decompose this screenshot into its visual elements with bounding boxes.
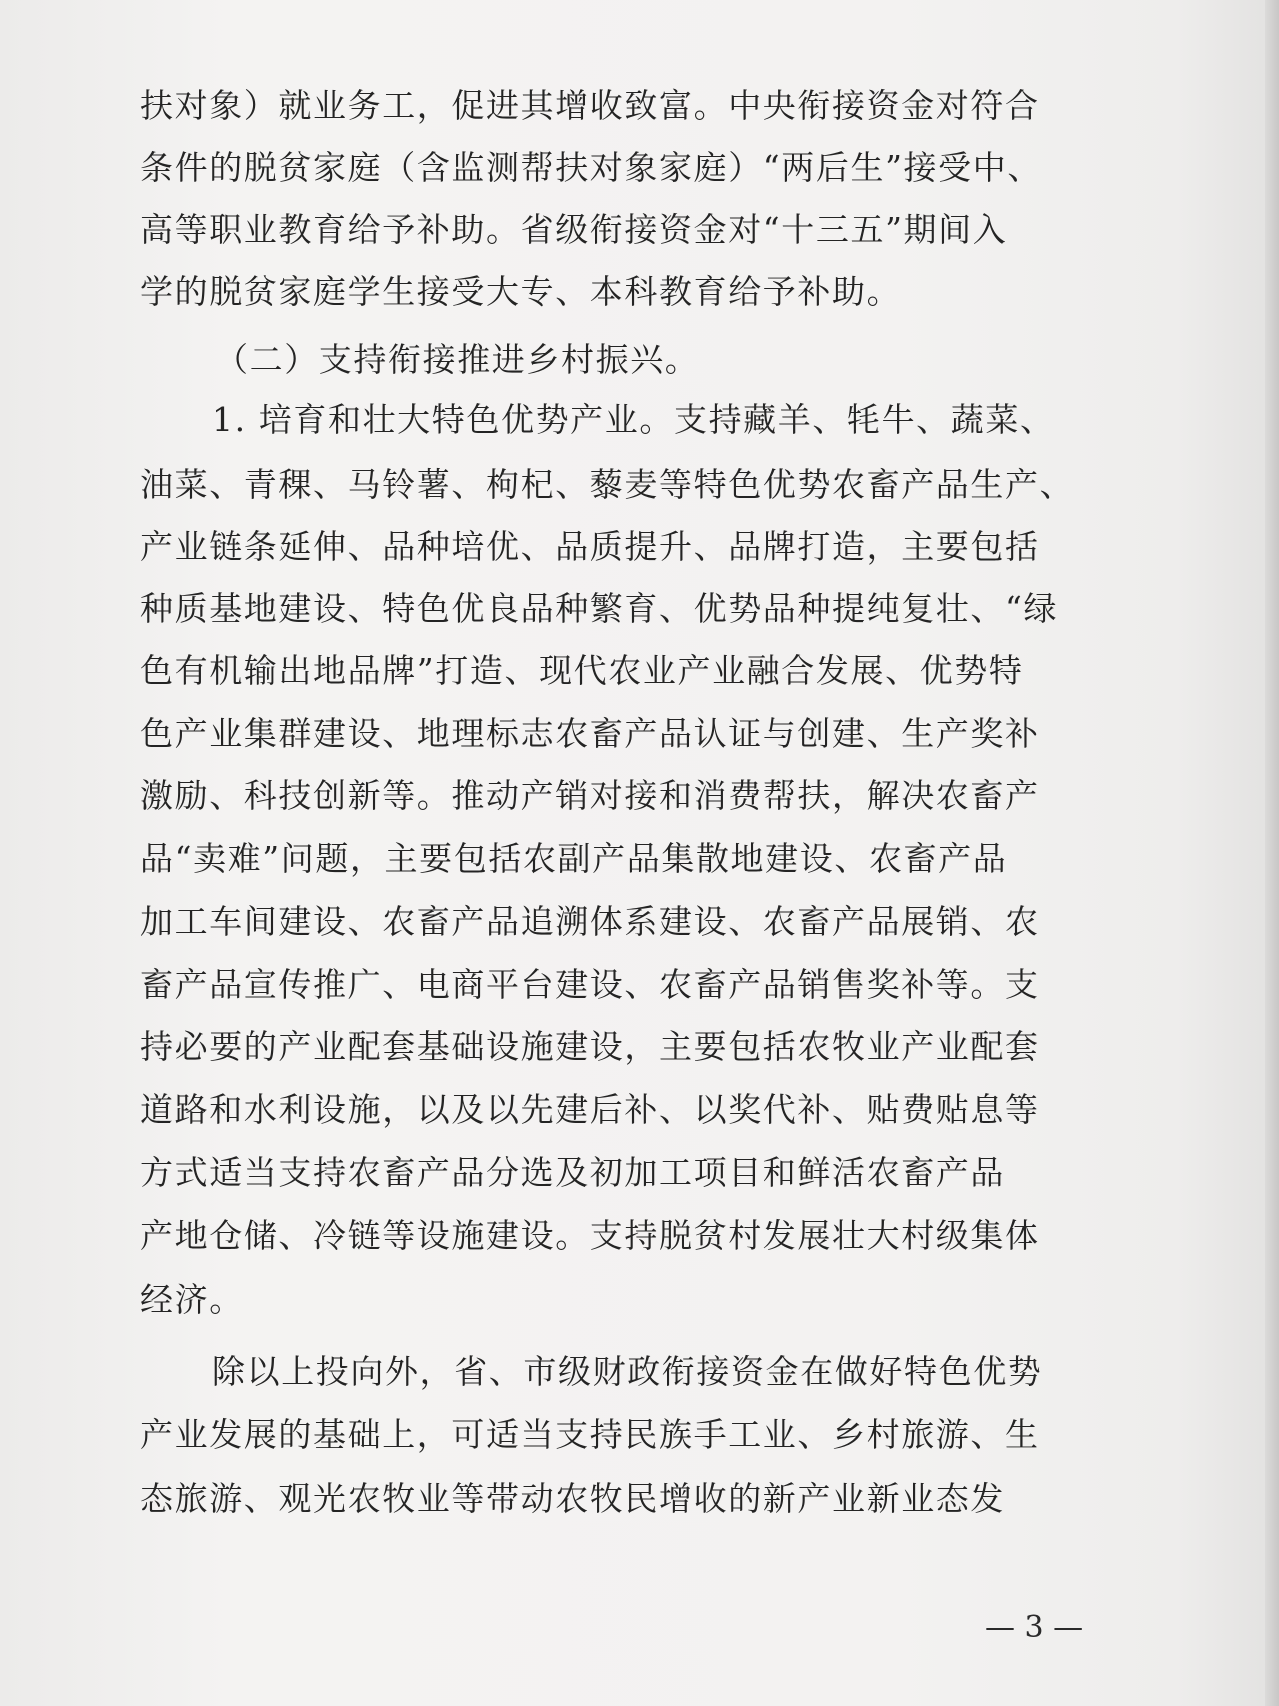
text-line: 畜产品宣传推广、电商平台建设、农畜产品销售奖补等。支 — [140, 965, 1040, 1004]
text-line: 学的脱贫家庭学生接受大专、本科教育给予补助。 — [140, 272, 902, 311]
text-line: 高等职业教育给予补助。省级衔接资金对“十三五”期间入 — [140, 210, 1008, 249]
subsection-heading: 1. 培育和壮大特色优势产业。支持藏羊、牦牛、蔬菜、 — [212, 400, 1055, 439]
text-line: 道路和水利设施，以及以先建后补、以奖代补、贴费贴息等 — [140, 1090, 1040, 1129]
text-line: 品“卖难”问题，主要包括农副产品集散地建设、农畜产品 — [140, 839, 1008, 878]
text-line: 经济。 — [140, 1280, 244, 1319]
text-line: 条件的脱贫家庭（含监测帮扶对象家庭）“两后生”接受中、 — [140, 148, 1042, 187]
text-line: 产业链条延伸、品种培优、品质提升、品牌打造，主要包括 — [140, 527, 1040, 566]
text-line: 种质基地建设、特色优良品种繁育、优势品种提纯复壮、“绿 — [140, 589, 1059, 628]
text-line: 态旅游、观光农牧业等带动农牧民增收的新产业新业态发 — [140, 1479, 1005, 1518]
text-line: 方式适当支持农畜产品分选及初加工项目和鲜活农畜产品 — [140, 1153, 1005, 1192]
section-heading: （二）支持衔接推进乡村振兴。 — [215, 340, 700, 379]
text-line: 扶对象）就业务工，促进其增收致富。中央衔接资金对符合 — [140, 86, 1040, 125]
text-line: 产地仓储、冷链等设施建设。支持脱贫村发展壮大村级集体 — [140, 1216, 1040, 1255]
paragraph-start: 除以上投向外，省、市级财政衔接资金在做好特色优势 — [212, 1352, 1043, 1391]
text-line: 加工车间建设、农畜产品追溯体系建设、农畜产品展销、农 — [140, 902, 1040, 941]
text-line: 产业发展的基础上，可适当支持民族手工业、乡村旅游、生 — [140, 1415, 1040, 1454]
page-edge-shadow — [1265, 0, 1279, 1706]
text-line: 激励、科技创新等。推动产销对接和消费帮扶，解决农畜产 — [140, 776, 1040, 815]
text-line: 色产业集群建设、地理标志农畜产品认证与创建、生产奖补 — [140, 714, 1040, 753]
text-line: 持必要的产业配套基础设施建设，主要包括农牧业产业配套 — [140, 1027, 1040, 1066]
text-line: 油菜、青稞、马铃薯、枸杞、藜麦等特色优势农畜产品生产、 — [140, 465, 1075, 504]
text-line: 色有机输出地品牌”打造、现代农业产业融合发展、优势特 — [140, 651, 1024, 690]
page-number: — 3 — — [985, 1610, 1084, 1645]
